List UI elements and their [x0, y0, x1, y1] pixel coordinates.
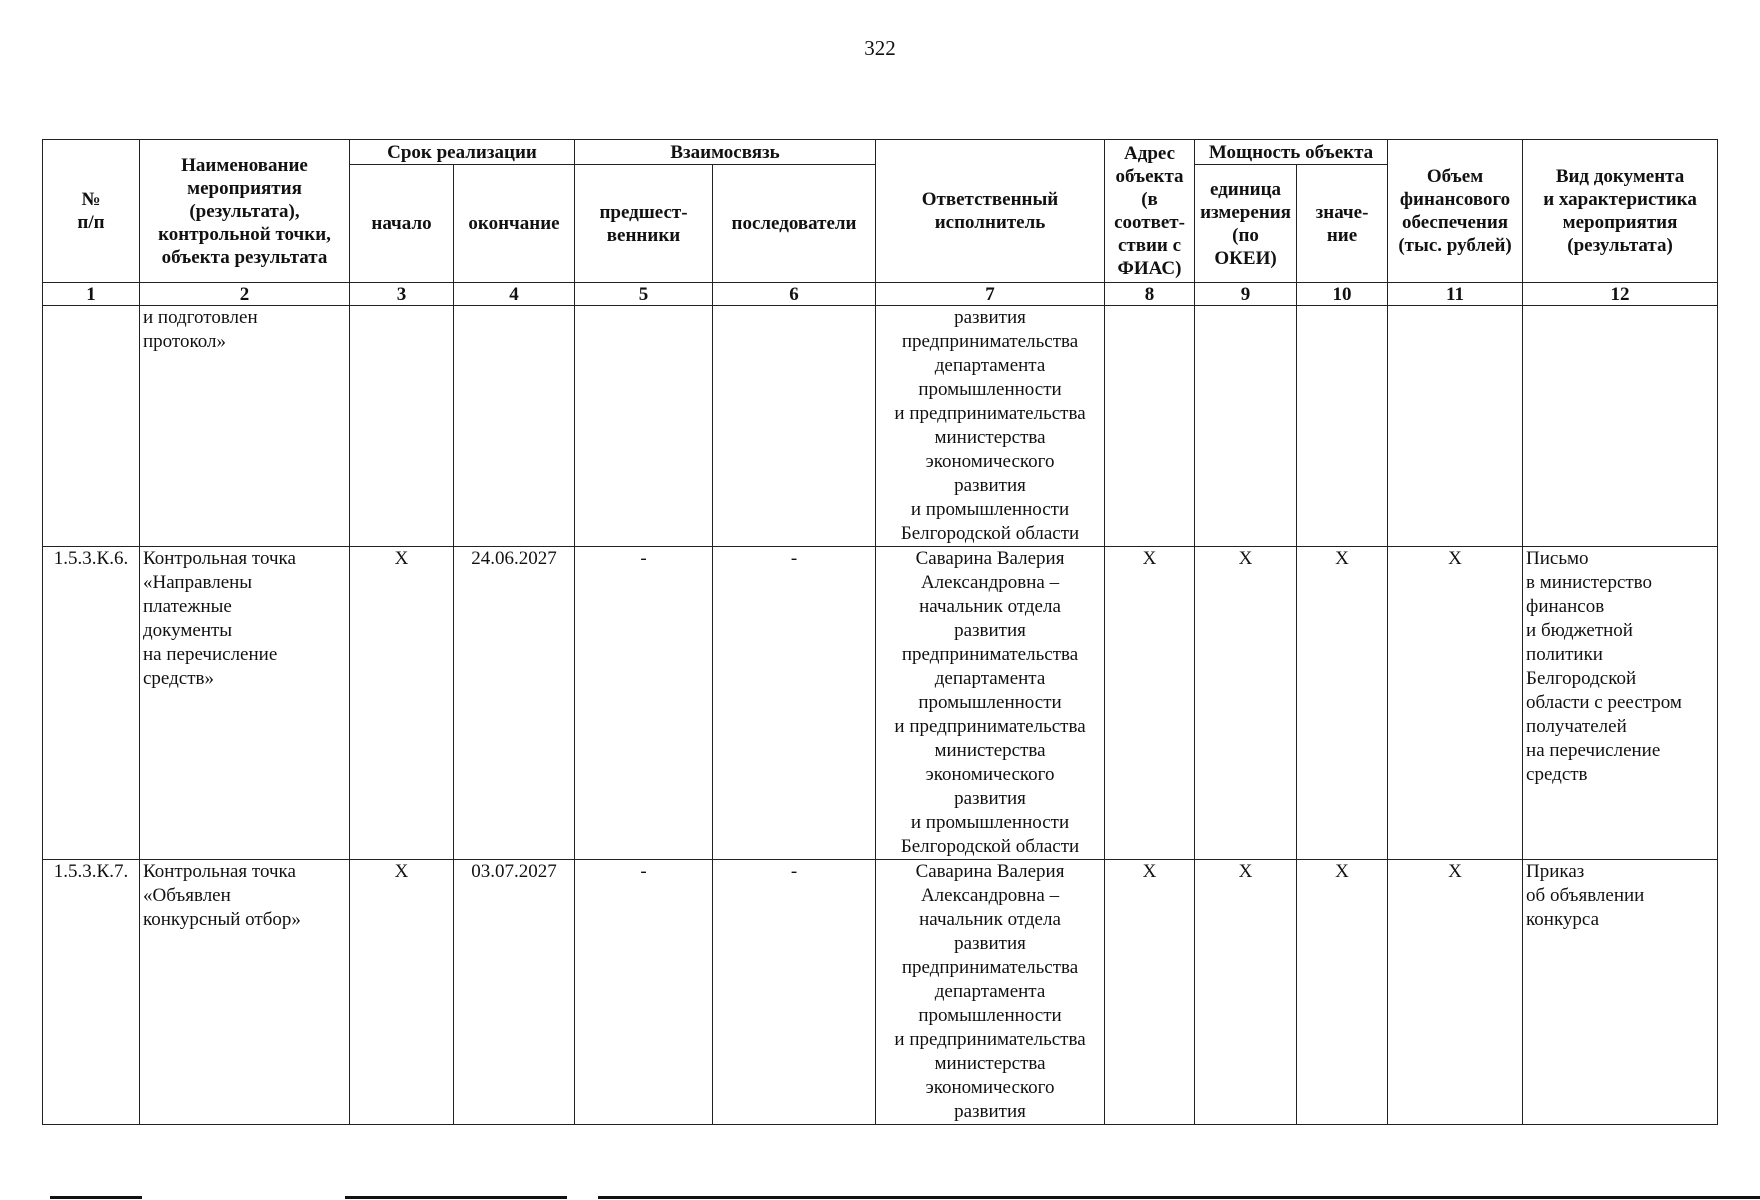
row-responsible: Саварина Валерия Александровна – начальник отдела развития предпринимательства департамента промышленности и предпринимательства министерства экономического развития и промышленности Белгородской области — [876, 547, 1105, 860]
row-doc-type: Письмо в министерство финансов и бюджетной политики Белгородской области с реестром получателей на перечисление средств — [1523, 547, 1718, 860]
column-number: 5 — [575, 283, 713, 306]
row-value: X — [1297, 547, 1388, 860]
row-unit: X — [1195, 860, 1297, 1125]
column-number: 7 — [876, 283, 1105, 306]
table-row — [43, 547, 1718, 860]
page-number: 322 — [864, 36, 896, 60]
header-end: окончание — [454, 165, 575, 283]
row-doc-type — [1523, 306, 1718, 547]
column-number: 4 — [454, 283, 575, 306]
row-responsible: Саварина Валерия Александровна – начальник отдела развития предпринимательства департамента промышленности и предпринимательства министерства экономического развития — [876, 860, 1105, 1125]
row-name: Контрольная точка «Объявлен конкурсный отбор» — [140, 860, 350, 1125]
column-number: 6 — [713, 283, 876, 306]
table-row — [43, 860, 1718, 1125]
header-num: № п/п — [43, 140, 140, 283]
row-value — [1297, 306, 1388, 547]
header-predecessors: предшест- венники — [575, 165, 713, 283]
header-successors: последователи — [713, 165, 876, 283]
row-funding: X — [1388, 547, 1523, 860]
row-predecessors — [575, 306, 713, 547]
header-value: значе- ние — [1297, 165, 1388, 283]
row-name: и подготовлен протокол» — [140, 306, 350, 547]
column-number: 2 — [140, 283, 350, 306]
column-number: 8 — [1105, 283, 1195, 306]
column-number: 9 — [1195, 283, 1297, 306]
row-funding — [1388, 306, 1523, 547]
header-funding: Объем финансового обеспечения (тыс. рублей) — [1388, 140, 1523, 283]
header-capacity-group: Мощность объекта — [1195, 140, 1388, 165]
row-num: 1.5.3.К.7. — [43, 860, 140, 1125]
header-name: Наименование мероприятия (результата), контрольной точки, объекта результата — [140, 140, 350, 283]
header-unit: единица измерения (по ОКЕИ) — [1195, 165, 1297, 283]
header-period-group: Срок реализации — [350, 140, 575, 165]
row-responsible: развития предпринимательства департамента промышленности и предпринимательства министерства экономического развития и промышленности Белгородской области — [876, 306, 1105, 547]
column-number: 3 — [350, 283, 454, 306]
plan-table — [42, 139, 1718, 1125]
header-start: начало — [350, 165, 454, 283]
scan-edge-line-right — [598, 1196, 1760, 1199]
header-doc-type: Вид документа и характеристика мероприятия (результата) — [1523, 140, 1718, 283]
row-address: X — [1105, 860, 1195, 1125]
row-unit — [1195, 306, 1297, 547]
scan-edge-line-left — [50, 1196, 142, 1199]
row-num: 1.5.3.К.6. — [43, 547, 140, 860]
column-number-row — [43, 283, 1718, 306]
row-value: X — [1297, 860, 1388, 1125]
row-address — [1105, 306, 1195, 547]
row-successors: - — [713, 547, 876, 860]
row-successors: - — [713, 860, 876, 1125]
row-unit: X — [1195, 547, 1297, 860]
column-number: 12 — [1523, 283, 1718, 306]
table-row — [43, 306, 1718, 547]
row-start: X — [350, 547, 454, 860]
row-name: Контрольная точка «Направлены платежные документы на перечисление средств» — [140, 547, 350, 860]
header-responsible: Ответственный исполнитель — [876, 140, 1105, 283]
row-end: 24.06.2027 — [454, 547, 575, 860]
row-start — [350, 306, 454, 547]
column-number: 1 — [43, 283, 140, 306]
header-row-top — [43, 140, 1718, 165]
header-link-group: Взаимосвязь — [575, 140, 876, 165]
scan-edge-line-mid — [345, 1196, 567, 1199]
row-predecessors: - — [575, 860, 713, 1125]
row-start: X — [350, 860, 454, 1125]
row-end: 03.07.2027 — [454, 860, 575, 1125]
row-num — [43, 306, 140, 547]
row-address: X — [1105, 547, 1195, 860]
header-address: Адрес объекта (в соответ- ствии с ФИАС) — [1105, 140, 1195, 283]
column-number: 11 — [1388, 283, 1523, 306]
row-successors — [713, 306, 876, 547]
row-funding: X — [1388, 860, 1523, 1125]
row-doc-type: Приказ об объявлении конкурса — [1523, 860, 1718, 1125]
row-predecessors: - — [575, 547, 713, 860]
row-end — [454, 306, 575, 547]
column-number: 10 — [1297, 283, 1388, 306]
